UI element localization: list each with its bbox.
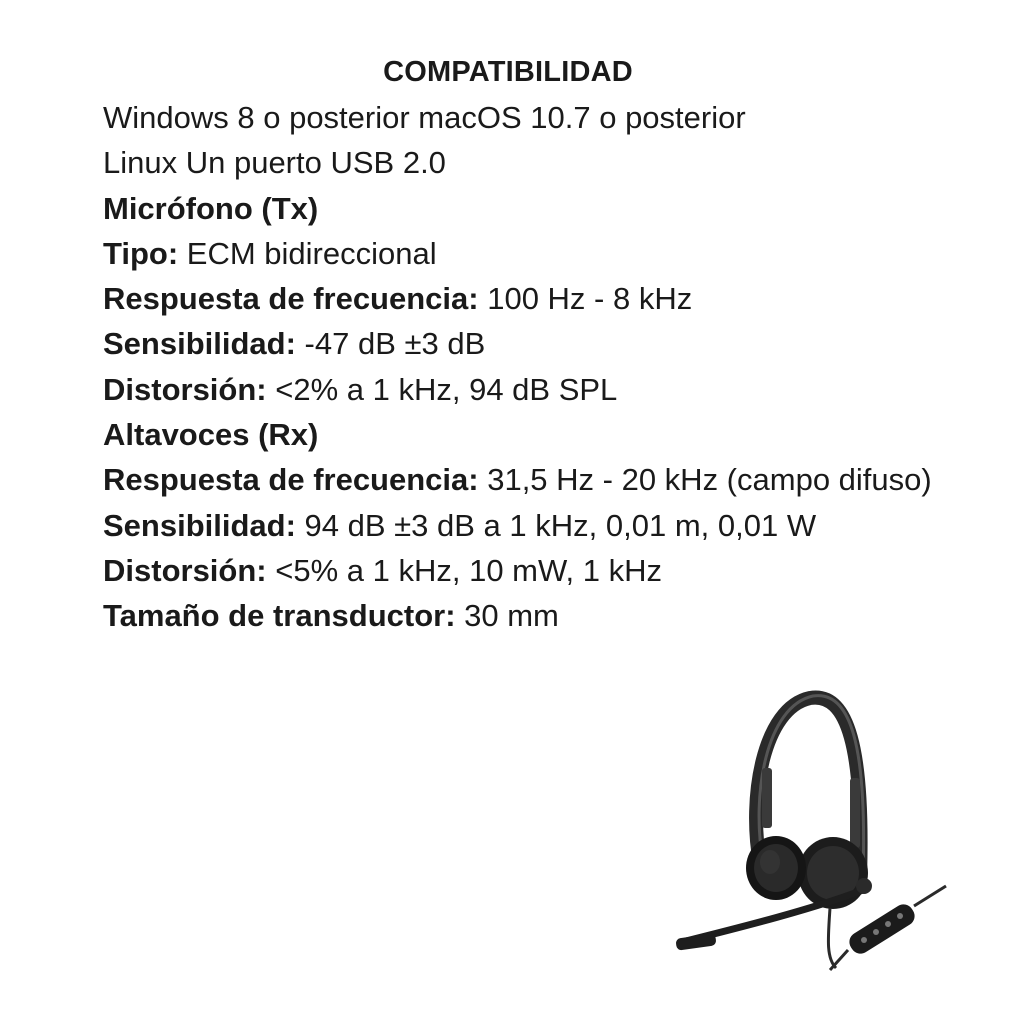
microphone-heading: Micrófono (Tx): [103, 190, 319, 226]
spec-row-mic-distortion: [103, 367, 943, 412]
headset-illustration: [668, 688, 958, 983]
spec-row-mic-type: [103, 231, 943, 276]
spec-value: ECM bidireccional: [178, 235, 437, 271]
spec-row-mic-frequency: [103, 276, 943, 321]
spec-value: <5% a 1 kHz, 10 mW, 1 kHz: [266, 552, 663, 588]
spec-value: 94 dB ±3 dB a 1 kHz, 0,01 m, 0,01 W: [295, 507, 817, 543]
spec-label: Distorsión:: [103, 552, 267, 588]
spec-label: Sensibilidad:: [103, 507, 296, 543]
spec-label: Respuesta de frecuencia:: [103, 281, 479, 317]
spec-value: 31,5 Hz - 20 kHz (campo difuso): [478, 462, 932, 498]
spec-value: <2% a 1 kHz, 94 dB SPL: [266, 371, 618, 407]
spec-row-spk-distortion: [103, 548, 943, 593]
spec-row-mic-sensitivity: [103, 321, 943, 366]
speakers-heading: Altavoces (Rx): [103, 417, 319, 453]
compat-line-linux-usb: Linux Un puerto USB 2.0: [103, 145, 446, 181]
compat-line-os: Windows 8 o posterior macOS 10.7 o posterior: [103, 100, 746, 135]
spec-label: Respuesta de frecuencia:: [103, 462, 479, 498]
spec-label: Distorsión:: [103, 371, 267, 407]
spec-value: 30 mm: [455, 598, 559, 634]
spec-label: Tamaño de transductor:: [103, 598, 456, 634]
spec-row-spk-sensitivity: [103, 503, 943, 548]
spec-row-spk-frequency: [103, 457, 943, 502]
spec-value: 100 Hz - 8 kHz: [478, 281, 693, 317]
spec-row-spk-driver-size: [103, 593, 943, 638]
section-title: COMPATIBILIDAD: [383, 56, 633, 88]
spec-label: Tipo:: [103, 235, 179, 271]
headset-image: [668, 688, 958, 983]
spec-label: Sensibilidad:: [103, 326, 296, 362]
spec-list: [103, 95, 943, 639]
spec-value: -47 dB ±3 dB: [295, 326, 486, 362]
